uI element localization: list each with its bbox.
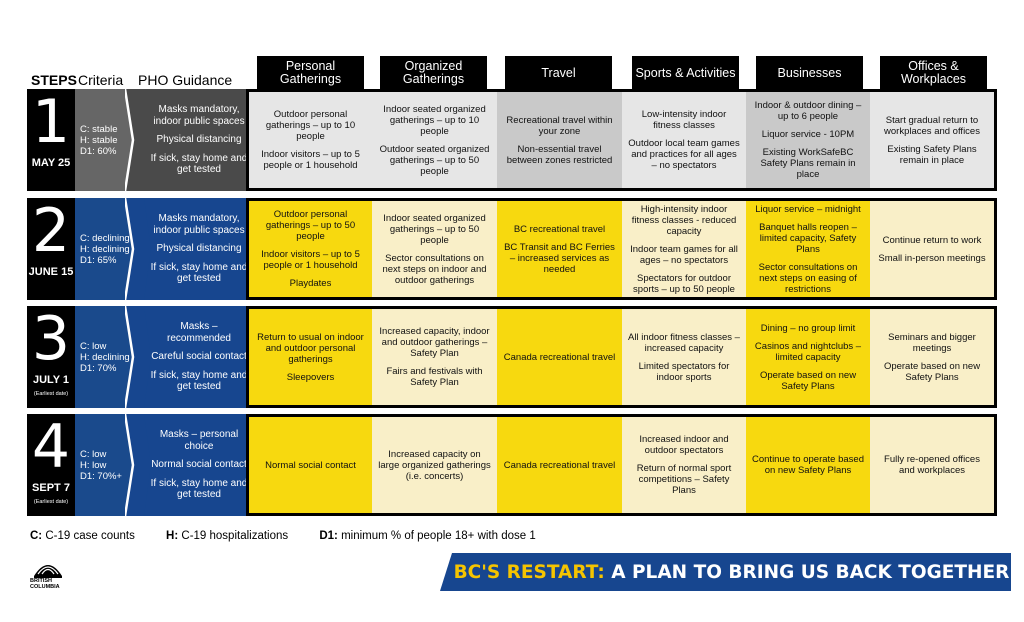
pho-guidance-item: Masks mandatory, indoor public spaces <box>153 213 245 236</box>
cell-item: Limited spectators for indoor sports <box>638 360 730 383</box>
cell-step4-offices-workplaces <box>870 417 994 513</box>
cell-item: Indoor visitors – up to 5 people or 1 household <box>261 249 360 271</box>
cell-item: Operate based on new Safety Plans <box>759 369 857 392</box>
cell-step2-sports-activities <box>622 201 746 297</box>
pho-guidance-item: Physical distancing <box>156 243 242 255</box>
criteria-item: H: declining <box>80 351 130 363</box>
cell-item: Fully re-opened offices and workplaces <box>884 454 980 476</box>
pho-guidance-box <box>144 198 254 300</box>
steps-label: STEPS <box>31 72 77 88</box>
column-header-personal-gatherings: Personal Gatherings <box>257 56 364 90</box>
cell-item: Existing Safety Plans remain in place <box>887 143 977 166</box>
pho-guidance-item: If sick, stay home and get tested <box>150 261 248 285</box>
criteria-item: H: low <box>80 459 107 471</box>
legend-dose1: D1: minimum % of people 18+ with dose 1 <box>319 530 536 542</box>
step-number-box <box>27 89 75 191</box>
cell-step2-travel <box>497 201 622 297</box>
step-date: JUNE 15 <box>28 266 74 278</box>
legend <box>30 530 564 542</box>
cell-step2-offices-workplaces <box>870 201 994 297</box>
column-header-sports-activities: Sports & Activities <box>632 56 739 90</box>
cell-step3-personal-gatherings <box>249 309 372 405</box>
step-number: 3 <box>31 304 71 374</box>
step-number-box <box>27 198 75 300</box>
cell-item: Dining – no group limit <box>760 322 856 334</box>
cell-item: All indoor fitness classes – increased capacity <box>628 331 740 354</box>
cell-item: Indoor seated organized gatherings – up to 10 people <box>383 103 486 137</box>
step-earliest-note: (Earliest date) <box>33 499 69 505</box>
cell-item: Operate based on new Safety Plans <box>883 360 981 383</box>
cell-item: Outdoor seated organized gatherings – up to 50 people <box>379 143 490 177</box>
cell-step2-personal-gatherings <box>249 201 372 297</box>
pho-guidance-label: PHO Guidance <box>138 72 233 88</box>
pho-guidance-item: Masks mandatory, indoor public spaces <box>153 104 245 127</box>
criteria-item: C: low <box>80 448 107 460</box>
cell-item: Outdoor personal gatherings – up to 50 people <box>265 209 356 242</box>
criteria-item: D1: 70% <box>80 362 117 374</box>
cell-step4-sports-activities <box>622 417 746 513</box>
step-earliest-note: (Earliest date) <box>33 391 69 397</box>
pho-guidance-item: If sick, stay home and get tested <box>150 369 248 393</box>
cell-item: Existing WorkSafeBC Safety Plans remain in place <box>760 147 856 180</box>
cell-item: Sleepovers <box>286 371 335 383</box>
cell-item: Casinos and nightclubs – limited capacity <box>754 340 862 363</box>
column-header-travel: Travel <box>505 56 612 90</box>
cell-item: Continue return to work <box>882 234 982 246</box>
step-number: 1 <box>31 87 71 157</box>
cell-item: BC Transit and BC Ferries – increased services as needed <box>504 241 615 275</box>
chevron-arrow-icon <box>125 414 151 516</box>
chevron-arrow-icon <box>125 306 151 408</box>
cell-item: Recreational travel within your zone <box>506 114 613 137</box>
column-header-offices-workplaces: Offices & Workplaces <box>880 56 987 90</box>
cell-item: Start gradual return to workplaces and offices <box>884 114 980 137</box>
cell-step3-sports-activities <box>622 309 746 405</box>
restart-banner <box>452 553 1011 591</box>
cell-item: Low-intensity indoor fitness classes <box>641 109 727 131</box>
cell-step1-organized-gatherings <box>372 92 497 188</box>
cell-item: BC recreational travel <box>513 223 606 235</box>
cell-step3-offices-workplaces <box>870 309 994 405</box>
step-date: JULY 1 <box>32 374 70 386</box>
cell-step4-travel <box>497 417 622 513</box>
cell-step2-businesses <box>746 201 870 297</box>
cell-step2-organized-gatherings <box>372 201 497 297</box>
cell-item: Liquor service - 10PM <box>761 129 855 140</box>
cell-item: Increased indoor and outdoor spectators <box>639 434 729 456</box>
step-number: 2 <box>31 196 71 266</box>
cell-item: Increased capacity, indoor and outdoor gatherings – Safety Plan <box>379 326 490 359</box>
cell-step1-personal-gatherings <box>249 92 372 188</box>
cell-item: Playdates <box>289 278 332 289</box>
pho-guidance-item: Masks – personal choice <box>159 429 239 452</box>
chevron-arrow-icon <box>125 198 151 300</box>
cell-item: Indoor & outdoor dining – up to 6 people <box>754 100 862 122</box>
banner-text: A PLAN TO BRING US BACK TOGETHER <box>604 561 1010 583</box>
chevron-arrow-icon <box>125 89 151 191</box>
cell-step4-businesses <box>746 417 870 513</box>
column-header-organized-gatherings: Organized Gatherings <box>380 56 487 90</box>
cell-step4-organized-gatherings <box>372 417 497 513</box>
criteria-item: C: low <box>80 340 107 352</box>
cell-item: Return of normal sport competitions – Safety Plans <box>636 463 732 496</box>
criteria-item: D1: 70%+ <box>80 470 122 482</box>
cell-item: Continue to operate based on new Safety Plans <box>752 454 864 476</box>
criteria-item: C: stable <box>80 123 118 135</box>
pho-guidance-item: Careful social contact <box>151 351 247 363</box>
pho-guidance-box <box>144 89 254 191</box>
cell-item: Outdoor local team games and practices for all ages – no spectators <box>628 138 740 171</box>
cell-item: Non-essential travel between zones restricted <box>506 143 613 166</box>
pho-guidance-item: Normal social contact <box>151 459 247 471</box>
cell-item: Liquor service – midnight <box>755 203 861 215</box>
cell-step3-travel <box>497 309 622 405</box>
pho-guidance-box <box>144 414 254 516</box>
pho-guidance-item: Physical distancing <box>156 134 242 146</box>
criteria-label: Criteria <box>78 72 124 88</box>
cell-step1-sports-activities <box>622 92 746 188</box>
cell-item: Increased capacity on large organized gatherings (i.e. concerts) <box>378 448 491 482</box>
cell-item: Canada recreational travel <box>503 351 616 363</box>
step-date: MAY 25 <box>31 157 71 169</box>
step-number-box <box>27 414 75 516</box>
cell-item: Indoor visitors – up to 5 people or 1 household <box>261 149 360 171</box>
bc-logo-text: BRITISH COLUMBIA <box>30 578 60 590</box>
criteria-item: H: declining <box>80 243 130 255</box>
criteria-item: C: declining <box>80 232 130 244</box>
step-number-box <box>27 306 75 408</box>
cell-step3-businesses <box>746 309 870 405</box>
step-number: 4 <box>31 412 71 482</box>
cell-step1-offices-workplaces <box>870 92 994 188</box>
step-date: SEPT 7 <box>32 482 70 494</box>
cell-item: Sector consultations on next steps on indoor and outdoor gatherings <box>382 252 487 286</box>
criteria-item: D1: 65% <box>80 254 117 266</box>
cell-item: Sector consultations on next steps on easing of restrictions <box>758 261 858 295</box>
pho-guidance-item: If sick, stay home and get tested <box>150 152 248 176</box>
cell-step1-businesses <box>746 92 870 188</box>
criteria-item: H: stable <box>80 134 118 146</box>
cell-item: Return to usual on indoor and outdoor personal gatherings <box>257 331 364 365</box>
cell-item: Spectators for outdoor sports – up to 50 people <box>633 272 735 295</box>
legend-cases: C: C-19 case counts <box>30 530 135 542</box>
cell-item: Canada recreational travel <box>503 459 616 471</box>
cell-item: Indoor seated organized gatherings – up to 50 people <box>383 212 486 246</box>
cell-step1-travel <box>497 92 622 188</box>
cell-item: Outdoor personal gatherings – up to 10 people <box>265 109 356 142</box>
banner-accent-text: BC'S RESTART: <box>453 561 605 583</box>
cell-item: Normal social contact <box>265 459 356 471</box>
criteria-item: D1: 60% <box>80 145 117 157</box>
pho-guidance-item: If sick, stay home and get tested <box>150 477 248 501</box>
cell-item: Fairs and festivals with Safety Plan <box>386 366 483 388</box>
cell-item: Small in-person meetings <box>878 252 986 264</box>
legend-hospitalizations: H: C-19 hospitalizations <box>166 530 289 542</box>
pho-guidance-box <box>144 306 254 408</box>
cell-item: Banquet halls reopen – limited capacity, Safety Plans <box>759 221 857 255</box>
cell-step4-personal-gatherings <box>249 417 372 513</box>
cell-item: Indoor team games for all ages – no spectators <box>630 243 738 266</box>
column-header-businesses: Businesses <box>756 56 863 90</box>
banner-stripe <box>440 553 452 591</box>
cell-item: High-intensity indoor fitness classes - reduced capacity <box>631 203 737 237</box>
cell-item: Seminars and bigger meetings <box>888 331 976 354</box>
pho-guidance-item: Masks – recommended <box>167 321 231 344</box>
cell-step3-organized-gatherings <box>372 309 497 405</box>
